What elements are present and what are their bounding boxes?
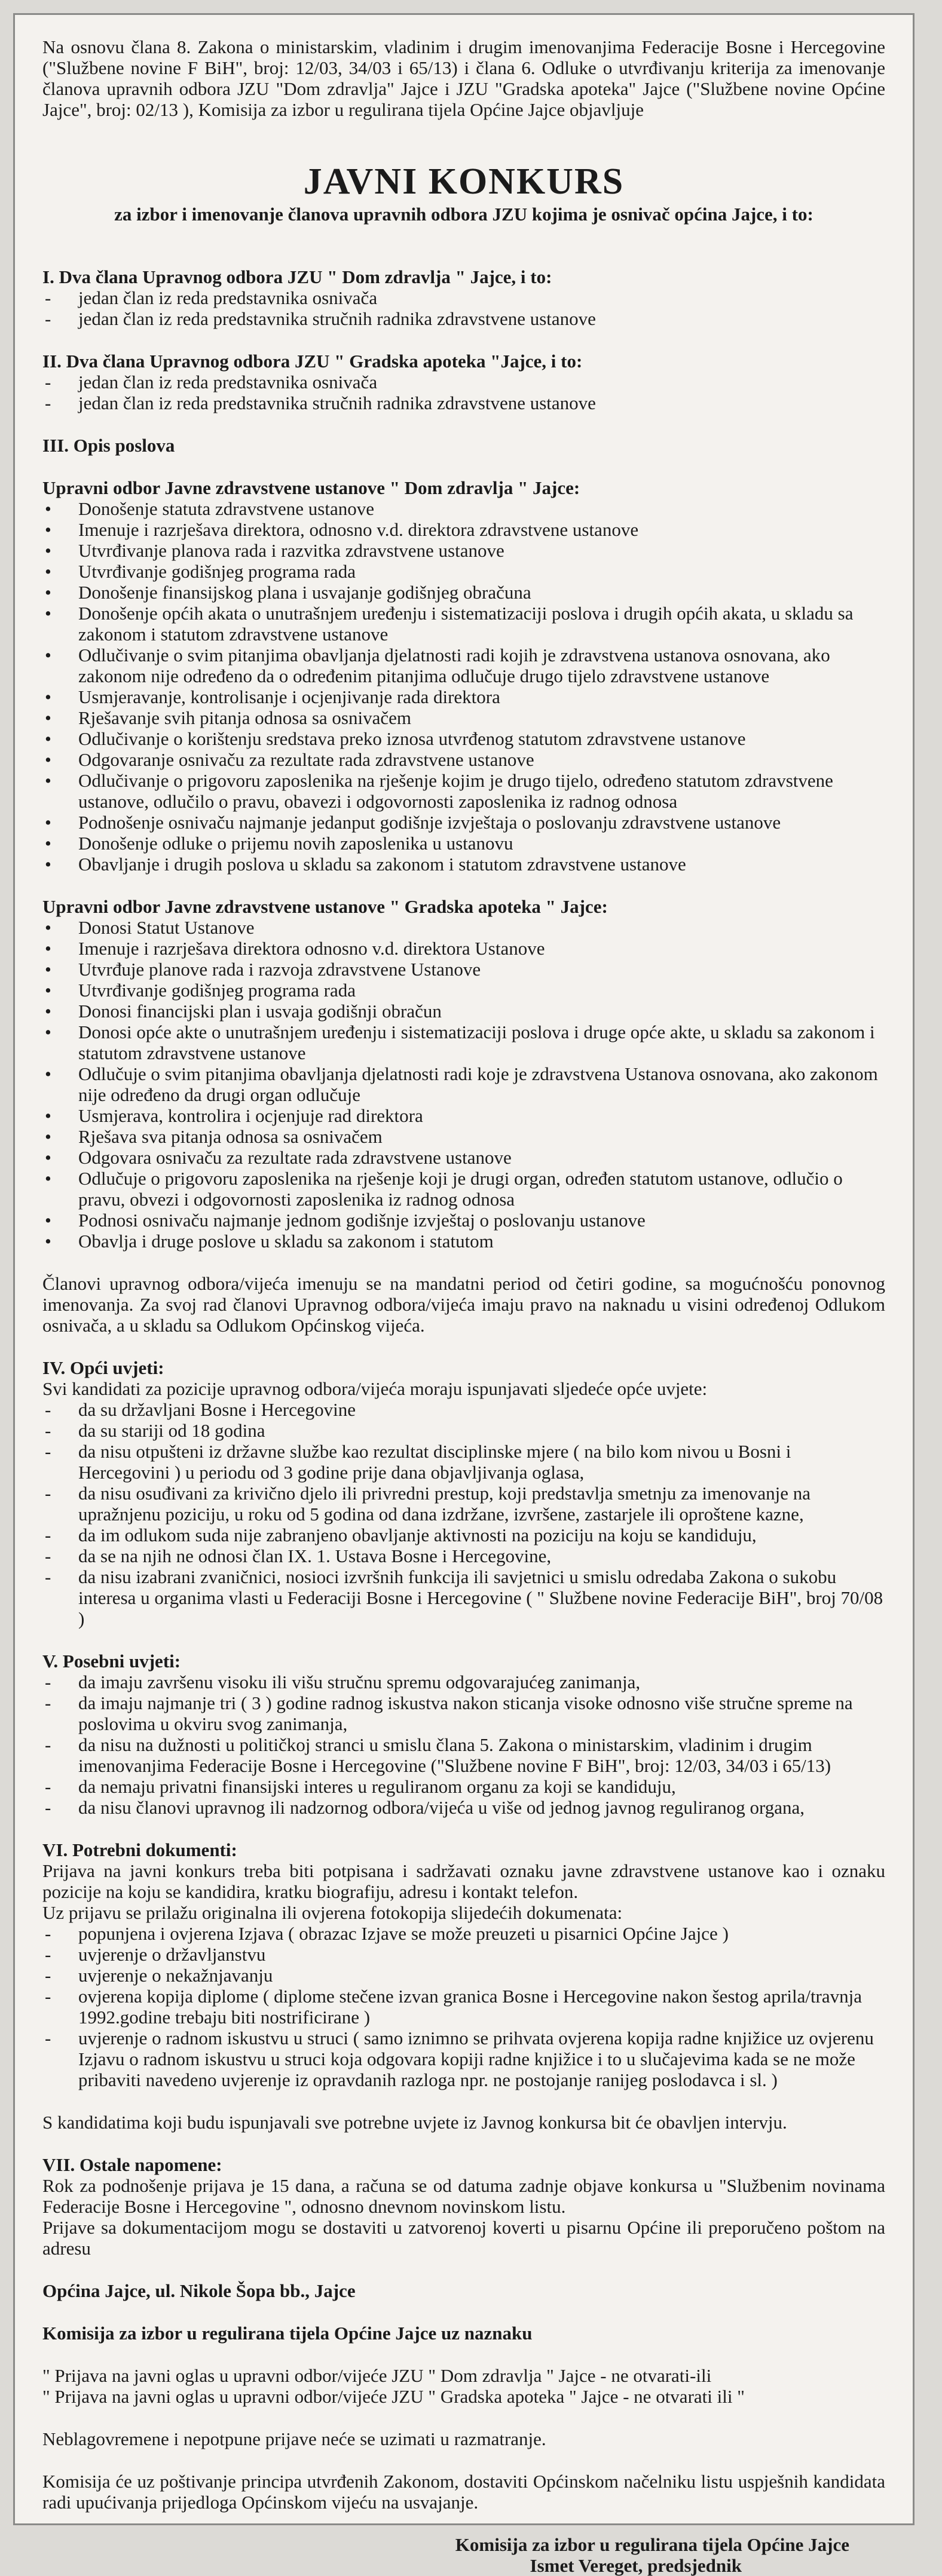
list-item: • Odgovaranje osnivaču za rezultate rada zdravstvene ustanove bbox=[42, 749, 885, 770]
list-item: - uvjerenje o nekažnjavanju bbox=[42, 1965, 885, 1986]
deadline-paragraph: Rok za podnošenje prijava je 15 dana, a računa se od datuma zadnje objave konkursa u "Službenim novinama Federacije Bosne i Hercegovine ", odnosno dnevnom novinskom listu. bbox=[42, 2175, 885, 2217]
envelope-mark-2: " Prijava na javni oglas u upravni odbor/vijeće JZU " Gradska apoteka " Jajce - ne otvarati ili " bbox=[42, 2386, 745, 2407]
list-item: • Obavlja i druge poslove u skladu sa zakonom i statutom bbox=[42, 1231, 885, 1252]
section-3-heading: III. Opis poslova bbox=[42, 435, 175, 456]
section-2-heading: II. Dva člana Upravnog odbora JZU " Gradska apoteka "Jajce, i to: bbox=[42, 351, 583, 372]
list-item: - da nisu osuđivani za krivično djelo ili privredni prestup, koji predstavlja smetnju za imenovanje na upražnjenu poziciju, u roku od 5 godina od dana izdržane, izvršene, zastarjele ili oproštene kazne, bbox=[42, 1483, 885, 1525]
section-4-heading: IV. Opći uvjeti: bbox=[42, 1357, 164, 1378]
section-2-list bbox=[42, 372, 885, 413]
section-6-lead-1: Prijava na javni konkurs treba biti potpisana i sadržavati oznaku javne zdravstvene ustanove kao i oznaku pozicije na koju se kandidira, kratku biografiju, adresu i kontakt telefon. bbox=[42, 1860, 885, 1902]
list-item: • Imenuje i razrješava direktora, odnosno v.d. direktora zdravstvene ustanove bbox=[42, 519, 885, 540]
list-item: • Odgovara osnivaču za rezultate rada zdravstvene ustanove bbox=[42, 1147, 885, 1168]
section-5-heading: V. Posebni uvjeti: bbox=[42, 1651, 181, 1672]
list-item: • Imenuje i razrješava direktora odnosno v.d. direktora Ustanove bbox=[42, 938, 885, 959]
list-item: • Donosi Statut Ustanove bbox=[42, 917, 885, 938]
list-item: • Odlučivanje o prigovoru zaposlenika na rješenje kojim je drugo tijelo, određeno statutom zdravstvene ustanove, odlučilo o pravu, obavezi i odgovornosti zaposlenika iz radnog odnosa bbox=[42, 770, 885, 812]
list-item: - da se na njih ne odnosi član IX. 1. Ustava Bosne i Hercegovine, bbox=[42, 1545, 885, 1566]
intro-paragraph: Na osnovu člana 8. Zakona o ministarskim, vladinim i drugim imenovanjima Federacije Bosne i Hercegovine ("Službene novine F BiH", broj: 12/03, 34/03 i 65/13) i člana 6. Odluke o utvrđivanju kriterija za imenovanje članova upravnih odbora JZU "Dom zdravlja" Jajce i JZU "Gradska apoteka" Jajce ("Službene novine Općine Jajce", broj: 02/13 ), Komisija za izbor u regulirana tijela Općine Jajce objavljuje bbox=[42, 36, 885, 120]
final-paragraph: Komisija će uz poštivanje principa utvrđenih Zakonom, dostaviti Općinskom načelniku listu uspješnih kandidata radi upućivanja prijedloga Općinskom vijeću na usvajanje. bbox=[42, 2471, 885, 2513]
list-item: • Podnošenje osnivaču najmanje jedanput godišnje izvještaja o poslovanju zdravstvene ustanove bbox=[42, 812, 885, 833]
dom-zdravlja-heading: Upravni odbor Javne zdravstvene ustanove " Dom zdravlja " Jajce: bbox=[42, 477, 580, 498]
list-item: • Rješavanje svih pitanja odnosa sa osnivačem bbox=[42, 707, 885, 728]
list-item: - da nemaju privatni finansijski interes u reguliranom organu za koji se kandiduju, bbox=[42, 1776, 885, 1797]
list-item: • Obavljanje i drugih poslova u skladu sa zakonom i statutom zdravstvene ustanove bbox=[42, 854, 885, 875]
list-item: • Donošenje odluke o prijemu novih zaposlenika u ustanovu bbox=[42, 833, 885, 854]
notice-page bbox=[13, 13, 915, 2576]
list-item: - jedan član iz reda predstavnika stručnih radnika zdravstvene ustanove bbox=[42, 308, 885, 329]
list-item: - jedan član iz reda predstavnika osnivača bbox=[42, 287, 885, 308]
list-item: • Odlučuje o prigovoru zaposlenika na rješenje koji je drugi organ, određen statutom ustanove, odlučio o pravu, obvezi i odgovornosti zaposlenika iz radnog odnosa bbox=[42, 1168, 885, 1210]
list-item: - popunjena i ovjerena Izjava ( obrazac Izjave se može preuzeti u pisarnici Općine Jajce ) bbox=[42, 1923, 885, 1944]
list-item: • Donosi financijski plan i usvaja godišnji obračun bbox=[42, 1001, 885, 1022]
delivery-paragraph: Prijave sa dokumentacijom mogu se dostaviti u zatvorenoj koverti u pisarnu Općine ili preporučeno poštom na adresu bbox=[42, 2217, 885, 2259]
list-item: - ovjerena kopija diplome ( diplome stečene izvan granica Bosne i Hercegovine nakon šestog aprila/travnja 1992.godine trebaju biti nostrificirane ) bbox=[42, 1986, 885, 2028]
list-item: • Utvrđivanje godišnjeg programa rada bbox=[42, 980, 885, 1001]
gradska-apoteka-duties bbox=[42, 917, 885, 1252]
list-item: • Donosi opće akte o unutrašnjem uređenju i sistematizaciji poslova i druge opće akte, u skladu sa zakonom i statutom zdravstvene ustanove bbox=[42, 1022, 885, 1063]
special-conditions-list bbox=[42, 1672, 885, 1818]
delivery-address: Općina Jajce, ul. Nikole Šopa bb., Jajce bbox=[42, 2280, 356, 2301]
list-item: - uvjerenje o državljanstvu bbox=[42, 1944, 885, 1965]
list-item: - da nisu otpušteni iz državne službe kao rezultat disciplinske mjere ( na bilo kom nivou u Bosni i Hercegovini ) u periodu od 3 godine prije dana objavljivanja oglasa, bbox=[42, 1441, 885, 1483]
signature-chairman: Ismet Vereget, predsjednik bbox=[530, 2555, 742, 2576]
list-item: • Odlučivanje o korištenju sredstava preko iznosa utvrđenog statutom zdravstvene ustanove bbox=[42, 728, 885, 749]
section-1-heading: I. Dva člana Upravnog odbora JZU " Dom zdravlja " Jajce, i to: bbox=[42, 266, 552, 287]
list-item: • Utvrđivanje planova rada i razvitka zdravstvene ustanove bbox=[42, 540, 885, 561]
notice-subtitle: za izbor i imenovanje članova upravnih odbora JZU kojima je osnivač općina Jajce, i to: bbox=[114, 204, 813, 225]
notice-title: JAVNI KONKURS bbox=[303, 161, 625, 202]
signature-committee: Komisija za izbor u regulirana tijela Općine Jajce bbox=[455, 2534, 849, 2555]
list-item: - da nisu članovi upravnog ili nadzornog odbora/vijeća u više od jednog javnog reguliranog organa, bbox=[42, 1797, 885, 1818]
list-item: • Utvrđivanje godišnjeg programa rada bbox=[42, 561, 885, 582]
list-item: • Odlučivanje o svim pitanjima obavljanja djelatnosti radi kojih je zdravstvena ustanova osnovana, ako zakonom nije određeno da o određenim pitanjima odlučuje drugo tijelo zdravstvene ustanove bbox=[42, 645, 885, 686]
list-item: - jedan član iz reda predstavnika stručnih radnika zdravstvene ustanove bbox=[42, 392, 885, 413]
list-item: • Donošenje statuta zdravstvene ustanove bbox=[42, 498, 885, 519]
list-item: - da imaju najmanje tri ( 3 ) godine radnog iskustva nakon sticanja visoke odnosno više stručne spreme na poslovima u okviru svog zanimanja, bbox=[42, 1692, 885, 1734]
list-item: • Usmjerava, kontrolira i ocjenjuje rad direktora bbox=[42, 1105, 885, 1126]
list-item: • Podnosi osnivaču najmanje jednom godišnje izvještaj o poslovanju ustanove bbox=[42, 1210, 885, 1231]
section-1-list bbox=[42, 287, 885, 329]
list-item: - da nisu izabrani zvaničnici, nosioci izvršnih funkcija ili savjetnici u smislu odredaba Zakona o sukobu interesa u organima vlasti u Federaciji Bosne i Hercegovine ( " Službene novine Federacije BiH", broj 70/08 ) bbox=[42, 1566, 885, 1629]
interview-note: S kandidatima koji budu ispunjavali sve potrebne uvjete iz Javnog konkursa bit će obavljen intervju. bbox=[42, 2112, 787, 2133]
list-item: • Utvrđuje planove rada i razvoja zdravstvene Ustanove bbox=[42, 959, 885, 980]
list-item: - jedan član iz reda predstavnika osnivača bbox=[42, 372, 885, 392]
section-4-lead: Svi kandidati za pozicije upravnog odbora/vijeća moraju ispunjavati sljedeće opće uvjete: bbox=[42, 1378, 708, 1399]
envelope-mark-1: " Prijava na javni oglas u upravni odbor/vijeće JZU " Dom zdravlja " Jajce - ne otvarati-ili bbox=[42, 2365, 712, 2386]
list-item: - da im odlukom suda nije zabranjeno obavljanje aktivnosti na poziciju na koju se kandiduju, bbox=[42, 1525, 885, 1545]
required-documents-list bbox=[42, 1923, 885, 2090]
section-7-heading: VII. Ostale napomene: bbox=[42, 2154, 222, 2175]
committee-mark-heading: Komisija za izbor u regulirana tijela Općine Jajce uz naznaku bbox=[42, 2323, 533, 2344]
section-6-heading: VI. Potrebni dokumenti: bbox=[42, 1839, 237, 1860]
gradska-apoteka-heading: Upravni odbor Javne zdravstvene ustanove " Gradska apoteka " Jajce: bbox=[42, 896, 608, 917]
list-item: - da nisu na dužnosti u političkoj stranci u smislu člana 5. Zakona o ministarskim, vladinim i drugim imenovanjima Federacije Bosne i Hercegovine ("Službene novine F BiH", broj: 12/03, 34/03 i 65/13) bbox=[42, 1734, 885, 1776]
list-item: - da su državljani Bosne i Hercegovine bbox=[42, 1399, 885, 1420]
list-item: • Donošenje finansijskog plana i usvajanje godišnjeg obračuna bbox=[42, 582, 885, 603]
list-item: • Donošenje općih akata o unutrašnjem uređenju i sistematizaciji poslova i drugih općih akata, u skladu sa zakonom i statutom zdravstvene ustanove bbox=[42, 603, 885, 645]
mandate-note: Članovi upravnog odbora/vijeća imenuju se na mandatni period od četiri godine, sa mogućnošću ponovnog imenovanja. Za svoj rad članovi Upravnog odbora/vijeća imaju pravo na naknadu u visini određenoj Odlukom osnivača, a u skladu sa Odlukom Općinskog vijeća. bbox=[42, 1273, 885, 1336]
list-item: - da su stariji od 18 godina bbox=[42, 1420, 885, 1441]
late-applications-note: Neblagovremene i nepotpune prijave neće se uzimati u razmatranje. bbox=[42, 2428, 546, 2449]
section-6-lead-2: Uz prijavu se prilažu originalna ili ovjerena fotokopija slijedećih dokumenata: bbox=[42, 1902, 623, 1923]
list-item: - da imaju završenu visoku ili višu stručnu spremu odgovarajućeg zanimanja, bbox=[42, 1672, 885, 1692]
general-conditions-list bbox=[42, 1399, 885, 1629]
list-item: • Odlučuje o svim pitanjima obavljanja djelatnosti radi koje je zdravstvena Ustanova osnovana, ako zakonom nije određeno da drugi organ odlučuje bbox=[42, 1063, 885, 1105]
dom-zdravlja-duties bbox=[42, 498, 885, 875]
list-item: - uvjerenje o radnom iskustvu u struci ( samo iznimno se prihvata ovjerena kopija radne knjižice uz ovjerenu Izjavu o radnom iskustvu u struci koja odgovara kopiji radne knjižice i to u slučajevima kada se ne može pribaviti navedeno uvjerenje iz opravdanih razloga npr. ne postojanje ranijeg poslodavca i sl. ) bbox=[42, 2028, 885, 2090]
list-item: • Usmjeravanje, kontrolisanje i ocjenjivanje rada direktora bbox=[42, 686, 885, 707]
list-item: • Rješava sva pitanja odnosa sa osnivačem bbox=[42, 1126, 885, 1147]
